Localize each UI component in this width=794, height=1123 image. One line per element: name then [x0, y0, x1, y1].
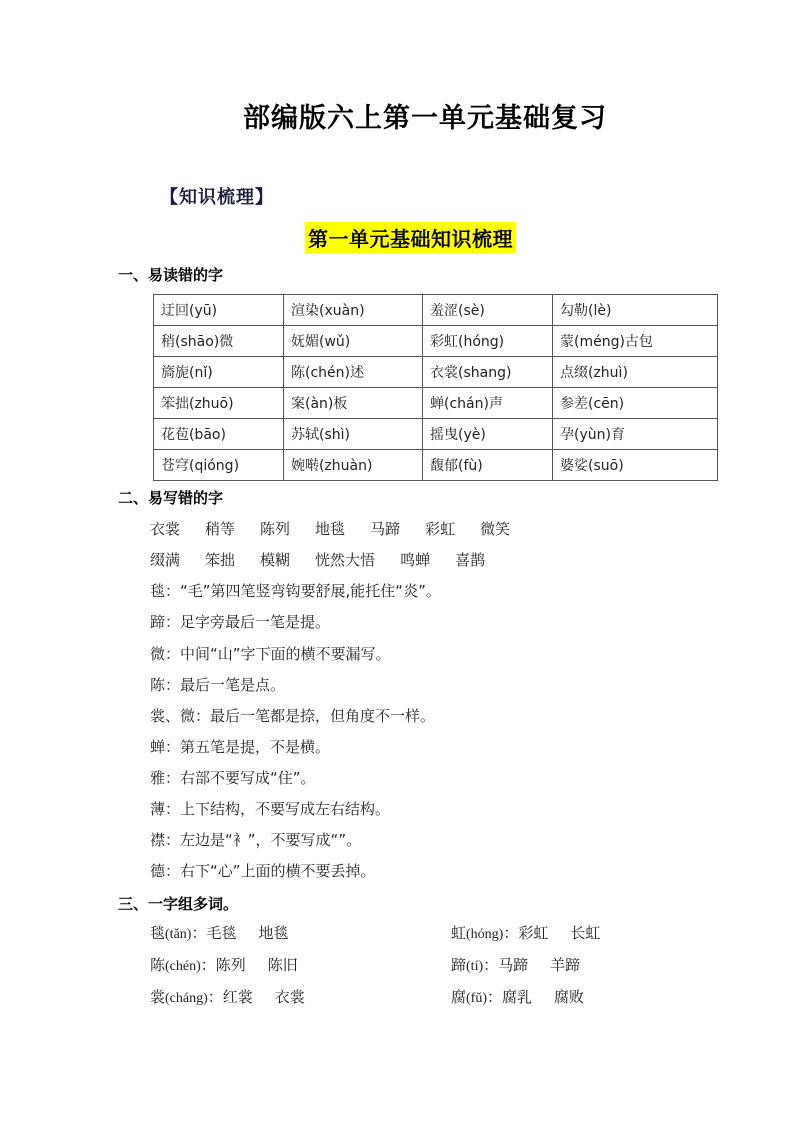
note-line: 德：右下“心”上面的横不要丢掉。 [150, 862, 376, 880]
word-list-line-2 [150, 549, 510, 570]
table-cell: 羞涩(sè) [423, 295, 553, 326]
word: 地毯 [315, 520, 346, 538]
page-title: 部编版六上第一单元基础复习 [243, 103, 607, 134]
pinyin: (cháng) [165, 991, 208, 1006]
table-cell: 花苞(bāo) [154, 419, 284, 450]
pinyin: (tǎn) [165, 927, 192, 942]
word-2: 腐败 [554, 988, 585, 1006]
table-cell: 苏轼(shì) [284, 419, 423, 450]
word: 笨拙 [205, 551, 236, 569]
table-cell: 渲染(xuàn) [284, 295, 423, 326]
word: 陈列 [260, 520, 291, 538]
pinyin: (chén) [165, 959, 201, 974]
word-group [150, 954, 298, 975]
pinyin: (fǔ) [466, 991, 488, 1006]
table-row [154, 295, 718, 326]
word: 彩虹 [425, 520, 456, 538]
character: 陈 [150, 956, 166, 974]
table-cell: 陈(chén)述 [284, 357, 423, 388]
word-1: ：马蹄 [483, 956, 529, 974]
table-cell: 参差(cēn) [553, 388, 718, 419]
word-list-line-1 [150, 518, 535, 539]
word-2: 陈旧 [267, 956, 298, 974]
table-cell: 笨拙(zhuō) [154, 388, 284, 419]
word-group [451, 986, 584, 1007]
note-line: 裳、微：最后一笔都是捺，但角度不一样。 [150, 707, 436, 725]
character: 腐 [451, 988, 467, 1006]
word-1: ：彩虹 [503, 924, 549, 942]
character: 虹 [451, 924, 467, 942]
section-heading-1: 一、易读错的字 [118, 266, 224, 284]
section-tag: 【知识梳理】 [160, 187, 274, 208]
table-cell: 稍(shāo)微 [154, 326, 284, 357]
word-group [150, 986, 305, 1007]
word: 衣裳 [150, 520, 181, 538]
note-line: 薄：上下结构，不要写成左右结构。 [150, 800, 391, 818]
table-cell: 衣裳(shang) [423, 357, 553, 388]
table-cell: 妩媚(wǔ) [284, 326, 423, 357]
word-1: ：红裳 [207, 988, 253, 1006]
table-cell: 旖旎(nǐ) [154, 357, 284, 388]
word: 喜鹊 [455, 551, 486, 569]
table-row [154, 419, 718, 450]
table-cell: 案(àn)板 [284, 388, 423, 419]
table-cell: 馥郁(fù) [423, 450, 553, 481]
table-row [154, 388, 718, 419]
highlighted-heading: 第一单元基础知识梳理 [305, 222, 516, 253]
word-1: ：陈列 [200, 956, 246, 974]
word: 缀满 [150, 551, 181, 569]
word-1: ：腐乳 [487, 988, 533, 1006]
section-heading-3: 三、一字组多词。 [118, 895, 239, 913]
word-2: 地毯 [258, 924, 289, 942]
word: 鸣蝉 [400, 551, 431, 569]
table-cell: 蝉(chán)声 [423, 388, 553, 419]
word-group [150, 922, 288, 943]
word-group [451, 954, 580, 975]
character: 毯 [150, 924, 166, 942]
word-group [451, 922, 600, 943]
table-cell: 蒙(méng)古包 [553, 326, 718, 357]
note-line: 陈：最后一笔是点。 [150, 676, 286, 694]
table-cell: 婆娑(suō) [553, 450, 718, 481]
note-line: 蹄：足字旁最后一笔是提。 [150, 613, 331, 631]
note-line: 襟：左边是“衤”，不要写成“”。 [150, 831, 362, 849]
word: 马蹄 [370, 520, 401, 538]
character: 蹄 [451, 956, 467, 974]
note-line: 微：中间“山”字下面的横不要漏写。 [150, 645, 391, 663]
table-row [154, 357, 718, 388]
table-cell: 婉啭(zhuàn) [284, 450, 423, 481]
pinyin-table [153, 294, 718, 481]
word-1: ：毛毯 [191, 924, 237, 942]
note-line: 毯：“毛”第四笔竖弯钩要舒展,能托住“炎”。 [150, 582, 441, 600]
table-cell: 孕(yùn)育 [553, 419, 718, 450]
word-2: 羊蹄 [550, 956, 581, 974]
table-cell: 彩虹(hóng) [423, 326, 553, 357]
note-line: 雅：右部不要写成“住”。 [150, 769, 316, 787]
word: 稍等 [205, 520, 236, 538]
note-line: 蝉：第五笔是提，不是横。 [150, 738, 331, 756]
character: 裳 [150, 988, 166, 1006]
table-cell: 摇曳(yè) [423, 419, 553, 450]
word: 微笑 [480, 520, 511, 538]
table-cell: 迂回(yū) [154, 295, 284, 326]
pinyin: (hóng) [466, 927, 504, 942]
table-cell: 勾勒(lè) [553, 295, 718, 326]
table-cell: 苍穹(qióng) [154, 450, 284, 481]
word-2: 衣裳 [274, 988, 305, 1006]
table-cell: 点缀(zhuì) [553, 357, 718, 388]
word: 模糊 [260, 551, 291, 569]
word: 恍然大悟 [315, 551, 376, 569]
table-row [154, 450, 718, 481]
section-heading-2: 二、易写错的字 [118, 489, 224, 507]
table-row [154, 326, 718, 357]
pinyin: (tí) [466, 959, 484, 974]
word-2: 长虹 [570, 924, 601, 942]
